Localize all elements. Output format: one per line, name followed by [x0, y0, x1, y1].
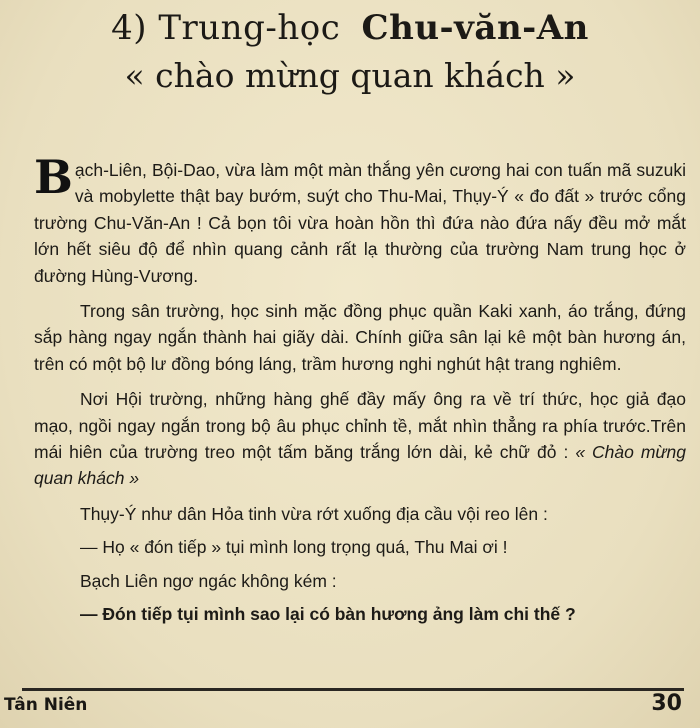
publication-name: Tân Niên [4, 695, 88, 715]
dialog-line-1: Thụy-Ý như dân Hỏa tinh vừa rớt xuống địa cầu vội reo lên : [80, 503, 548, 524]
paragraph-1 [34, 150, 686, 289]
dialog-line-4: — Đón tiếp tụi mình sao lại có bàn hương ảng làm chi thế ? [80, 604, 576, 625]
page-number: 30 [651, 691, 682, 716]
paragraph-1-text: ạch-Liên, Bội-Dao, vừa làm một màn thắng yên cương hai con tuấn mã suzuki và mobylette thật bay bướm, suýt cho Thu-Mai, Thụy-Ý « đo đất » trước cổng trường Chu-Văn-An ! Cả bọn tôi vừa hoàn hồn thì đứa nào đứa nấy đều mở mắt lớn hết siêu độ để nhìn quang cảnh rất lạ thường của trường Nam trung học ở đường Hùng-Vương. [34, 160, 686, 286]
article-subtitle: « chào mừng quan khách » [124, 56, 576, 95]
paragraph-2: Trong sân trường, học sinh mặc đồng phục quần Kaki xanh, áo trắng, đứng sắp hàng ngay ngắn thành hai giãy dài. Chính giữa sân lại kê một bàn hương án, trên có một bộ lư đồng bóng láng, trầm hương nghi nghút hật trang nghiêm. [34, 301, 686, 374]
dialog-line-2: — Họ « đón tiếp » tụi mình long trọng quá, Thu Mai ơi ! [80, 537, 508, 558]
paragraph-3 [34, 386, 686, 492]
school-prefix: Trung-học [158, 8, 341, 48]
banner-text: « Chào mừng quan khách » [34, 442, 686, 489]
footer-rule [22, 688, 684, 691]
drop-cap: B [34, 150, 73, 204]
article-title [0, 6, 700, 50]
paragraph-3-text: Nơi Hội trường, những hàng ghế đầy mấy ông ra về trí thức, học giả đạo mạo, ngồi ngay ngắn trong bộ âu phục chỉnh tề, mắt nhìn thẳng ra phía trước.Trên mái hiên của trường treo một tấm băng trắng lớn dài, kẻ chữ đỏ : [34, 389, 686, 463]
school-name: Chu-văn-An [361, 8, 589, 48]
article-number: 4) [111, 8, 148, 48]
article-body [34, 150, 686, 628]
dialog-line-3: Bạch Liên ngơ ngác không kém : [80, 570, 337, 591]
